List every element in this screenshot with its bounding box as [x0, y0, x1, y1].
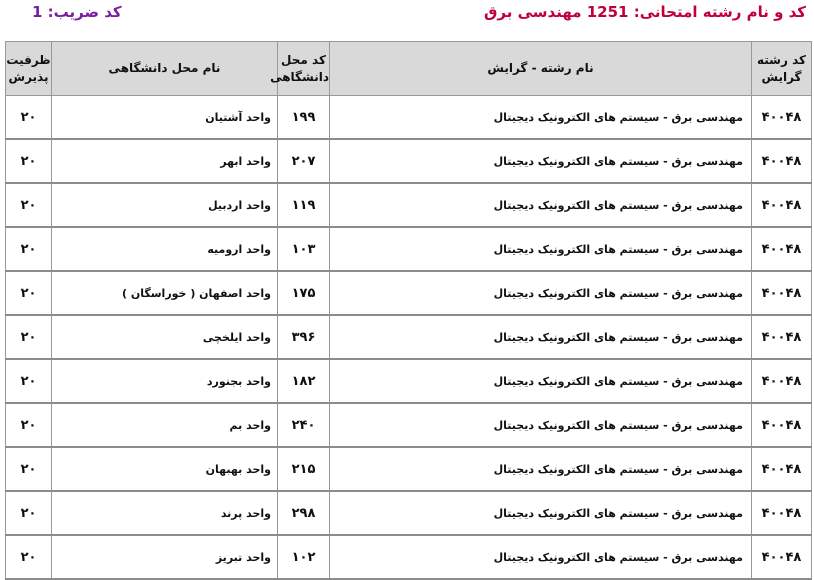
field-name-cell: مهندسی برق - سیستم های الکترونیک دیجیتال — [330, 403, 752, 447]
capacity-cell: ۲۰ — [6, 447, 52, 491]
table-row — [6, 227, 812, 271]
location-code-cell: ۱۸۲ — [278, 359, 330, 403]
field-name-cell: مهندسی برق - سیستم های الکترونیک دیجیتال — [330, 227, 752, 271]
coefficient-label: کد ضریب: — [47, 3, 122, 21]
field-code-cell: ۴۰۰۴۸ — [752, 96, 812, 140]
field-code-cell: ۴۰۰۴۸ — [752, 227, 812, 271]
location-code-cell: ۱۱۹ — [278, 183, 330, 227]
university-cell: واحد اصفهان ( خوراسگان ) — [52, 271, 278, 315]
field-name-cell: مهندسی برق - سیستم های الکترونیک دیجیتال — [330, 183, 752, 227]
capacity-table — [5, 41, 812, 580]
coefficient-title — [32, 3, 122, 21]
page-header — [0, 0, 814, 34]
table-row — [6, 139, 812, 183]
location-code-cell: ۲۱۵ — [278, 447, 330, 491]
exam-code: 1251 — [586, 3, 629, 21]
field-name-cell: مهندسی برق - سیستم های الکترونیک دیجیتال — [330, 271, 752, 315]
table-header-row — [6, 42, 812, 96]
field-code-cell: ۴۰۰۴۸ — [752, 139, 812, 183]
table-row — [6, 535, 812, 579]
header-location-code: کد محل دانشگاهی — [278, 42, 330, 96]
field-code-cell: ۴۰۰۴۸ — [752, 315, 812, 359]
university-cell: واحد اردبیل — [52, 183, 278, 227]
field-name-cell: مهندسی برق - سیستم های الکترونیک دیجیتال — [330, 139, 752, 183]
table-row — [6, 403, 812, 447]
capacity-cell: ۲۰ — [6, 96, 52, 140]
location-code-cell: ۱۹۹ — [278, 96, 330, 140]
university-cell: واحد تبریز — [52, 535, 278, 579]
location-code-cell: ۲۹۸ — [278, 491, 330, 535]
exam-field-label: کد و نام رشته امتحانی: — [633, 3, 806, 21]
capacity-cell: ۲۰ — [6, 491, 52, 535]
table-row — [6, 491, 812, 535]
exam-field-title — [484, 3, 806, 21]
field-code-cell: ۴۰۰۴۸ — [752, 359, 812, 403]
field-code-cell: ۴۰۰۴۸ — [752, 403, 812, 447]
location-code-cell: ۱۰۲ — [278, 535, 330, 579]
capacity-cell: ۲۰ — [6, 139, 52, 183]
field-name-cell: مهندسی برق - سیستم های الکترونیک دیجیتال — [330, 359, 752, 403]
header-field-name: نام رشته - گرایش — [330, 42, 752, 96]
location-code-cell: ۲۴۰ — [278, 403, 330, 447]
location-code-cell: ۳۹۶ — [278, 315, 330, 359]
field-code-cell: ۴۰۰۴۸ — [752, 535, 812, 579]
table-row — [6, 359, 812, 403]
capacity-cell: ۲۰ — [6, 183, 52, 227]
table-row — [6, 183, 812, 227]
capacity-cell: ۲۰ — [6, 271, 52, 315]
table-row — [6, 315, 812, 359]
university-cell: واحد پرند — [52, 491, 278, 535]
field-name-cell: مهندسی برق - سیستم های الکترونیک دیجیتال — [330, 535, 752, 579]
header-field-code: کد رشته گرایش — [752, 42, 812, 96]
university-cell: واحد بهبهان — [52, 447, 278, 491]
field-name-cell: مهندسی برق - سیستم های الکترونیک دیجیتال — [330, 491, 752, 535]
field-code-cell: ۴۰۰۴۸ — [752, 271, 812, 315]
field-name-cell: مهندسی برق - سیستم های الکترونیک دیجیتال — [330, 96, 752, 140]
capacity-cell: ۲۰ — [6, 227, 52, 271]
university-cell: واحد ابهر — [52, 139, 278, 183]
table-row — [6, 447, 812, 491]
field-name-cell: مهندسی برق - سیستم های الکترونیک دیجیتال — [330, 315, 752, 359]
university-cell: واحد ایلخچی — [52, 315, 278, 359]
coefficient-value: 1 — [32, 3, 43, 21]
university-cell: واحد بم — [52, 403, 278, 447]
table-row — [6, 96, 812, 140]
exam-name: مهندسی برق — [484, 3, 582, 21]
capacity-cell: ۲۰ — [6, 315, 52, 359]
header-capacity: ظرفیت پذیرش — [6, 42, 52, 96]
location-code-cell: ۱۷۵ — [278, 271, 330, 315]
location-code-cell: ۱۰۳ — [278, 227, 330, 271]
header-university-name: نام محل دانشگاهی — [52, 42, 278, 96]
field-code-cell: ۴۰۰۴۸ — [752, 447, 812, 491]
field-code-cell: ۴۰۰۴۸ — [752, 491, 812, 535]
field-code-cell: ۴۰۰۴۸ — [752, 183, 812, 227]
field-name-cell: مهندسی برق - سیستم های الکترونیک دیجیتال — [330, 447, 752, 491]
university-cell: واحد ارومیه — [52, 227, 278, 271]
capacity-cell: ۲۰ — [6, 359, 52, 403]
location-code-cell: ۲۰۷ — [278, 139, 330, 183]
capacity-cell: ۲۰ — [6, 535, 52, 579]
table-row — [6, 271, 812, 315]
university-cell: واحد بجنورد — [52, 359, 278, 403]
university-cell: واحد آشتیان — [52, 96, 278, 140]
capacity-cell: ۲۰ — [6, 403, 52, 447]
